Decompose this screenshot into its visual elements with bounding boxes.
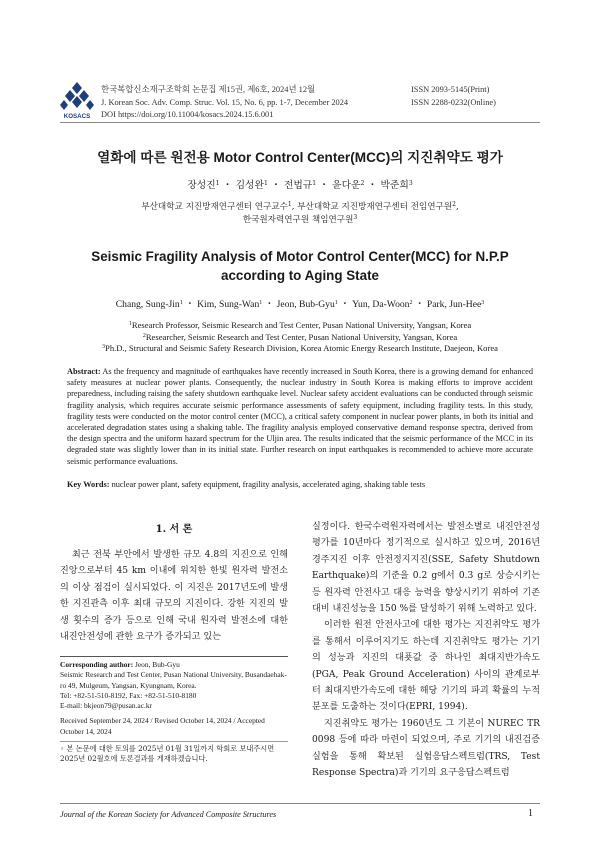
journal-logo	[60, 80, 94, 120]
corresponding-name: Jeon, Bub-Gyu	[133, 660, 180, 669]
author-name: 전법규	[283, 180, 313, 191]
affiliation-sup: 1	[128, 321, 132, 327]
affiliation-punct: ,	[455, 202, 459, 212]
affiliation-text: 부산대학교 지진방재연구센터 연구교수	[141, 202, 288, 212]
abstract-label: Abstract:	[67, 367, 101, 376]
korean-title: 열화에 따른 원전용 Motor Control Center(MCC)의 지진취약도 평가	[97, 150, 503, 165]
author-separator: ・	[185, 299, 195, 310]
affiliation-text: Ph.D., Structural and Seismic Safety Research Division, Korea Atomic Energy Research Institute, Daejeon, Korea	[105, 343, 498, 353]
author-name: Chang, Sung-Jin	[115, 299, 180, 310]
author-separator: ・	[222, 180, 233, 191]
english-affiliation-3	[60, 343, 540, 355]
issn-block	[411, 84, 496, 109]
korean-affiliation-line-1	[60, 201, 540, 214]
affiliation-sup: 2	[142, 332, 146, 339]
affiliation-text: Researcher, Seismic Research and Test Center, Pusan National University, Yangsan, Korea	[145, 331, 458, 342]
footnote-divider-2	[60, 741, 288, 742]
page-number: 1	[528, 808, 533, 819]
corresponding-email: E-mail: bkjeon79@pusan.ac.kr	[60, 701, 152, 711]
doi-line: DOI https://doi.org/10.11004/kosacs.2024.15.6.001	[101, 110, 274, 119]
affiliation-text: Research Professor, Seismic Research and Test Center, Pusan National University, Yangsan, Korea	[131, 320, 472, 330]
korean-affiliations	[60, 201, 540, 227]
author-sup: 1	[312, 180, 317, 187]
header-divider	[60, 122, 540, 123]
author-sup: 1	[179, 300, 183, 306]
submission-dates: Received September 24, 2024 / Revised October 14, 2024 / Accepted October 14, 2024	[60, 716, 265, 736]
english-affiliation-1	[60, 320, 540, 332]
author-name: 장성진	[187, 180, 216, 191]
author-separator: ・	[319, 180, 330, 191]
journal-citation	[101, 84, 348, 122]
discussion-note: ◦ 본 논문에 대한 토의를 2025년 01월 31일까지 학회로 보내주시면 2025년 02월호에 토론결과를 게재하겠습니다.	[60, 744, 275, 764]
issn-online: ISSN 2288-0232(Online)	[411, 97, 496, 107]
author-name: 윤다운	[332, 180, 361, 191]
paragraph: 이러한 원전 안전사고에 대한 평가는 지진취약도 평가를 통해서 이루어지기도 하는데 지진취약도 평가는 기기의 성능과 지진의 대푯값 중 하나인 최대지반가속도(PGA, Peak Ground Acceleration) 사이의 관계로부터 최대지반가속도에 대한 해당 기기의 파괴 확률의 누적 분포를 도출하는 것이다(EPRI, 1994).	[312, 620, 540, 713]
affiliation-sup: 3	[353, 214, 358, 221]
keywords-label: Key Words:	[67, 480, 110, 489]
author-sup: 3	[481, 300, 485, 306]
journal-korean-citation: 한국복합신소재구조학회 논문집 제15권, 제6호, 2024년 12월	[101, 85, 316, 94]
author-sup: 1	[215, 180, 220, 187]
left-column-body	[60, 547, 288, 645]
affiliation-sup: 1	[287, 201, 292, 208]
section-heading: 1. 서 론	[155, 524, 193, 535]
english-title	[60, 247, 540, 285]
english-affiliations	[60, 320, 540, 355]
author-sup: 1	[259, 300, 263, 306]
author-sup: 1	[264, 180, 268, 187]
keywords-text: nuclear power plant, safety equipment, fragility analysis, accelerated aging, shaking table tests	[111, 480, 426, 489]
abstract-text: As the frequency and magnitude of earthquakes have recently increased in South Korea, there is a growing demand for enhanced safety measures at nuclear power plants. Consequently, the nuclear industry in South Korea is making efforts to improve accident preparedness, including raising the safety shutdown earthquake level. Nuclear safety accident evaluations can be conducted through seismic fragility analysis, which requires accurate seismic performance assessments of safety equipment, including fragility tests. In this study, fragility tests were conducted on the motor control center (MCC), a critical safety component in nuclear power plants, in both its initial and accelerated degradation states using a shaking table. The fragility analysis employed conservative demand response spectra, derived from the design spectra and the uniform hazard spectrum for the Uljin area. The results indicated that the seismic performance of the MCC in its degraded state was slightly lower than in its initial state. Further research on input earthquakes is recommended to achieve more accurate seismic performance evaluations.	[67, 367, 533, 466]
author-sup: 1	[334, 300, 338, 306]
corresponding-author-line	[60, 660, 288, 670]
corresponding-author	[60, 660, 288, 711]
footnote-divider	[60, 656, 288, 657]
author-name: Kim, Sung-Wan	[197, 299, 260, 310]
english-affiliation-2	[60, 332, 540, 344]
right-column-body	[312, 519, 540, 782]
author-separator: ・	[367, 180, 378, 191]
corresponding-address: Seismic Research and Test Center, Pusan National University, Busandaehak-ro 49, Mulgeum, Yangsan, Kyungnam, Korea.	[60, 670, 287, 690]
corresponding-label: Corresponding author:	[60, 660, 134, 669]
author-sup: 2	[360, 180, 365, 187]
author-separator: ・	[340, 299, 350, 310]
corresponding-phone: Tel: +82-51-510-8192, Fax: +82-51-510-8180	[60, 690, 197, 700]
author-name: 박준희	[380, 180, 409, 191]
paragraph: 실정이다. 한국수력원자력에서는 발전소별로 내진안전성 평가를 10년마다 정기적으로 실시하고 있으며, 2016년 경주지진 이후 안전정지지진(SSE, Safety Shutdown Earthquake)의 기준을 0.2 g에서 0.3 g로 상승시키는 등 원자력 안전사고 대응 능력을 향상시키기 위하여 기존 대비 내진성능을 150 %를 달성하기 위해 노력하고 있다.	[312, 522, 540, 615]
keywords	[67, 479, 533, 490]
author-name: 김성완	[235, 180, 264, 191]
logo-wordmark: KOSACS	[63, 113, 91, 120]
issn-print: ISSN 2093-5145(Print)	[411, 85, 490, 94]
author-sup: 3	[408, 180, 413, 187]
author-sup: 2	[409, 300, 413, 306]
affiliation-sup: 2	[452, 201, 456, 208]
english-title-line-2: according to Aging State	[221, 268, 379, 283]
journal-english-citation: J. Korean Soc. Adv. Comp. Struc. Vol. 15, No. 6, pp. 1-7, December 2024	[101, 97, 349, 107]
author-separator: ・	[264, 299, 275, 310]
paragraph: 최근 전북 부안에서 발생한 규모 4.8의 지진으로 인해 진앙으로부터 45 km 이내에 위치한 한빛 원자력 발전소의 이상 점검이 실시되었다. 이 지진은 2017년도에 발생한 지진관측 이후 최대 규모의 지진이다. 강한 지진의 발생 횟수의 증가 등으로 인해 국내 원자력 발전소에 대한 내진안전성에 관한 요구가 증가되고 있는	[60, 550, 288, 643]
english-title-line-1: Seismic Fragility Analysis of Motor Control Center(MCC) for N.P.P	[91, 249, 509, 264]
abstract	[67, 366, 533, 467]
footer-journal-name: Journal of the Korean Society for Advanced Composite Structures	[60, 810, 277, 819]
affiliation-sup: 3	[102, 344, 106, 350]
author-name: Yun, Da-Woon	[352, 299, 410, 310]
author-separator: ・	[414, 299, 425, 310]
author-name: Park, Jun-Hee	[426, 299, 482, 310]
footer-divider	[60, 803, 540, 804]
affiliation-text: 한국원자력연구원 책임연구원	[242, 215, 354, 225]
author-name: Jeon, Bub-Gyu	[276, 299, 335, 310]
author-separator: ・	[270, 180, 281, 191]
english-authors	[60, 296, 540, 310]
korean-affiliation-line-2	[60, 214, 540, 227]
korean-authors	[60, 177, 540, 191]
paragraph: 지진취약도 평가는 1960년도 그 기본이 NUREC TR 0098 등에 따라 마련이 되었으며, 주로 기기의 내진검증실험을 통해 확보된 실험응답스펙트럼(TRS, Test Response Spectra)과 기기의 요구응답스펙트럼	[312, 718, 540, 779]
affiliation-text: , 부산대학교 지진방재연구센터 전임연구원	[291, 202, 453, 212]
